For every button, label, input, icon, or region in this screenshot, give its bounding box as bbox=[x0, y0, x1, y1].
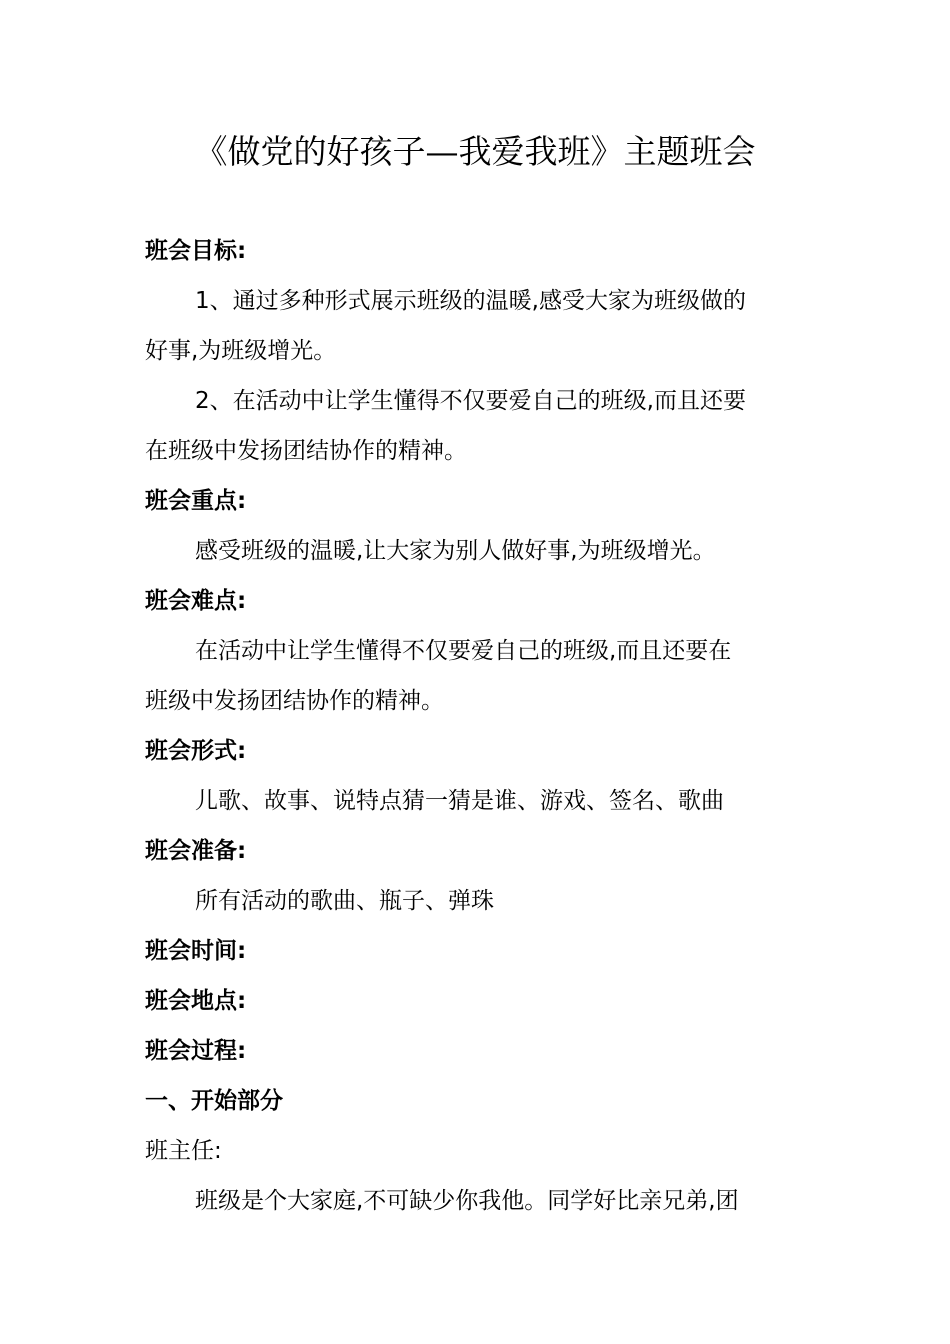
section-heading: 班会地点: bbox=[145, 988, 247, 1014]
paragraph-line: 班级是个大家庭,不可缺少你我他。同学好比亲兄弟,团 bbox=[195, 1188, 739, 1214]
section-heading: 班会准备: bbox=[145, 838, 247, 864]
section-heading: 班会重点: bbox=[145, 488, 247, 514]
section-heading: 班会难点: bbox=[145, 588, 247, 614]
section-heading: 班会时间: bbox=[145, 938, 247, 964]
paragraph-line: 在活动中让学生懂得不仅要爱自己的班级,而且还要在 bbox=[195, 638, 732, 664]
paragraph-line: 在班级中发扬团结协作的精神。 bbox=[145, 438, 467, 464]
paragraph-line: 2、在活动中让学生懂得不仅要爱自己的班级,而且还要 bbox=[195, 388, 746, 414]
section-heading: 班会过程: bbox=[145, 1038, 247, 1064]
document-body bbox=[145, 226, 810, 1226]
paragraph-line: 好事,为班级增光。 bbox=[145, 338, 337, 364]
paragraph-line: 班主任: bbox=[145, 1138, 222, 1164]
section-heading: 班会目标: bbox=[145, 238, 247, 264]
paragraph-line: 儿歌、故事、说特点猜一猜是谁、游戏、签名、歌曲 bbox=[195, 788, 724, 814]
paragraph-line: 1、通过多种形式展示班级的温暖,感受大家为班级做的 bbox=[195, 288, 746, 314]
paragraph-line: 所有活动的歌曲、瓶子、弹珠 bbox=[195, 888, 494, 914]
section-heading: 一、开始部分 bbox=[145, 1088, 283, 1114]
paragraph-line: 班级中发扬团结协作的精神。 bbox=[145, 688, 444, 714]
paragraph-line: 感受班级的温暖,让大家为别人做好事,为班级增光。 bbox=[195, 538, 716, 564]
section-heading: 班会形式: bbox=[145, 738, 247, 764]
document-title: 《做党的好孩子—我爱我班》主题班会 bbox=[194, 132, 756, 171]
